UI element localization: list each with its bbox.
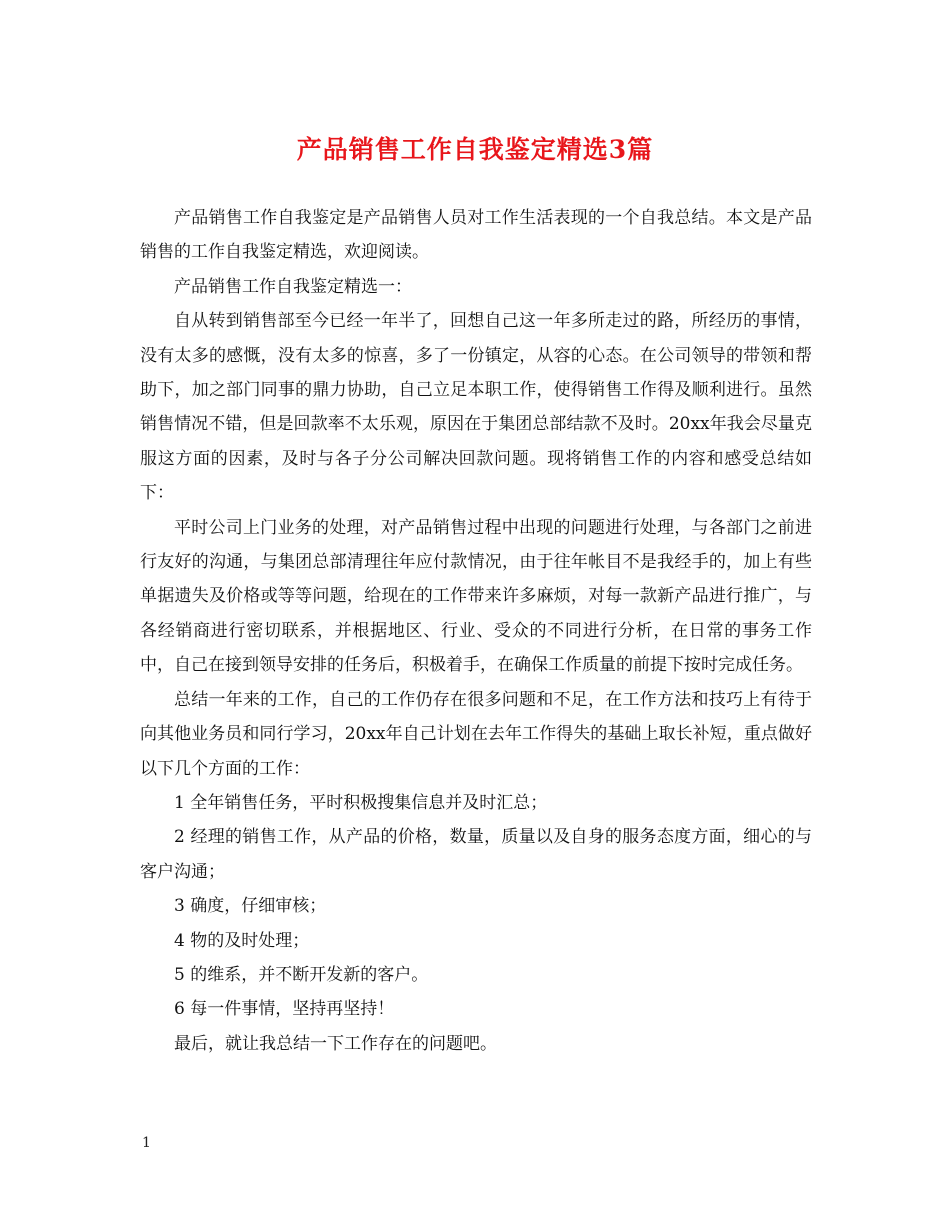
closing-paragraph: 最后，就让我总结一下工作存在的问题吧。 — [174, 1033, 497, 1054]
document-title: 产品销售工作自我鉴定精选3篇 — [296, 135, 654, 164]
list-item: 2 经理的销售工作，从产品的价格，数量，质量以及自身的服务态度方面，细心的与客户沟通； — [140, 827, 812, 882]
body-paragraph: 平时公司上门业务的处理，对产品销售过程中出现的问题进行处理，与各部门之前进行友好的沟通，与集团总部清理往年应付款情况，由于往年帐目不是我经手的，加上有些单据遗失及价格或等等问题，给现在的工作带来许多麻烦，对每一款新产品进行推广，与各经销商进行密切联系，并根据地区、行业、受众的不同进行分析，在日常的事务工作中，自己在接到领导安排的任务后，积极着手，在确保工作质量的前提下按时完成任务。 — [140, 517, 812, 676]
list-item: 5 的维系，并不断开发新的客户。 — [174, 964, 429, 985]
body-paragraph: 自从转到销售部至今已经一年半了，回想自己这一年多所走过的路，所经历的事情，没有太多的感慨，没有太多的惊喜，多了一份镇定，从容的心态。在公司领导的带领和帮助下，加之部门同事的鼎力协助，自己立足本职工作，使得销售工作得及顺利进行。虽然销售情况不错，但是回款率不太乐观，原因在于集团总部结款不及时。20xx年我会尽量克服这方面的因素，及时与各子分公司解决回款问题。现将销售工作的内容和感受总结如下： — [140, 311, 812, 504]
page-number: 1 — [142, 1135, 151, 1151]
list-item: 4 物的及时处理； — [174, 930, 310, 951]
list-item: 1 全年销售任务，平时积极搜集信息并及时汇总； — [174, 792, 548, 813]
intro-paragraph: 产品销售工作自我鉴定是产品销售人员对工作生活表现的一个自我总结。本文是产品销售的工作自我鉴定精选，欢迎阅读。 — [140, 208, 812, 263]
list-item: 3 确度，仔细审核； — [174, 896, 327, 917]
list-item: 6 每一件事情，坚持再坚持！ — [174, 999, 395, 1020]
body-paragraph: 总结一年来的工作，自己的工作仍存在很多问题和不足，在工作方法和技巧上有待于向其他业务员和同行学习，20xx年自己计划在去年工作得失的基础上取长补短，重点做好以下几个方面的工作： — [140, 689, 812, 779]
section-heading: 产品销售工作自我鉴定精选一： — [174, 276, 412, 297]
document-body — [140, 201, 812, 1061]
